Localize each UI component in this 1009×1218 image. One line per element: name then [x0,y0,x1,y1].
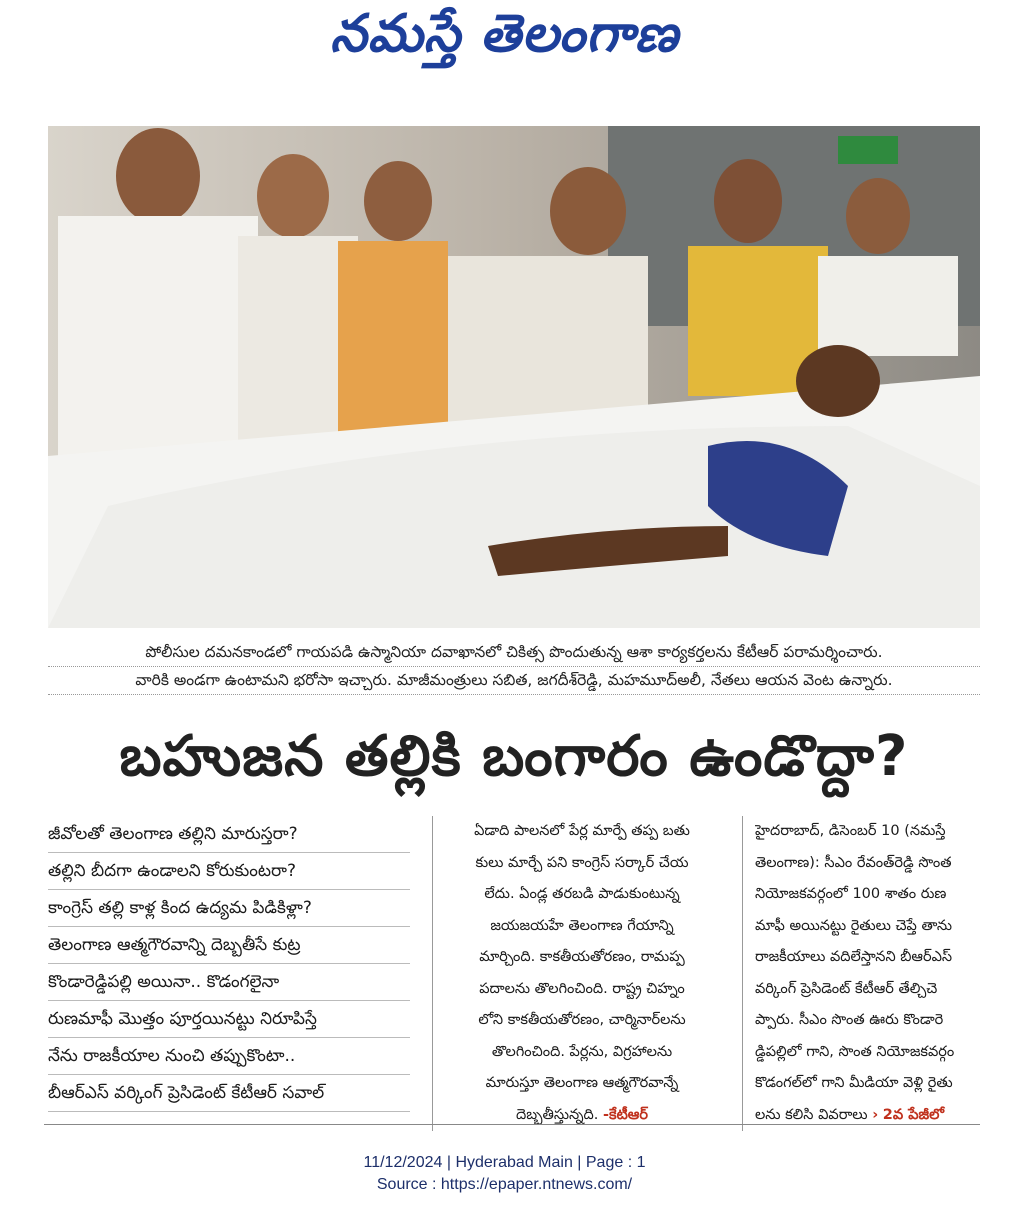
highlight-item: తల్లిని బీదగా ఉండాలని కోరుకుంటరా? [48,853,410,890]
quote-column [432,816,721,1131]
article-line: నియోజకవర్గంలో 100 శాతం రుణ [755,886,947,902]
highlight-item: కొండారెడ్డిపల్లి అయినా.. కొడంగలైనా [48,964,410,1001]
source-link[interactable]: Source : https://epaper.ntnews.com/ [376,1176,633,1193]
footer-divider [44,1124,980,1125]
quote-line: మార్చింది. కాకతీయతోరణం, రామప్ప [479,949,685,965]
newspaper-masthead [0,3,1009,74]
quote-line: కులు మార్చే పని కాంగ్రెస్ సర్కార్ చేయ [475,854,689,871]
news-photo [48,126,980,628]
quote-last-line [443,1100,721,1132]
quote-line: మారుస్తూ తెలంగాణ ఆత్మగౌరవాన్నే [485,1075,679,1091]
article-line: ప్పారు. సీఎం సొంత ఊరు కొండారె [755,1012,944,1028]
highlight-item: జీవోలతో తెలంగాణ తల్లిని మారుస్తరా? [48,816,410,853]
article-line: తెలంగాణ): సీఎం రేవంత్‌రెడ్డి సొంత [755,854,952,871]
caption-line: వారికి అండగా ఉంటామని భరోసా ఇచ్చారు. మాజీమంత్రులు సబిత, జగదీశ్‌రెడ్డి, మహమూద్‌అలీ, నేతలు ఆయన వెంట ఉన్నారు. [48,667,980,695]
quote-line: పదాలను తొలగించింది. రాష్ట్ర చిహ్నం [479,980,685,997]
quote-signature: -కేటీఆర్ [603,1106,648,1123]
main-headline: బహుజన తల్లికి బంగారం ఉండొద్దా? [119,724,909,789]
quote-line-text: దెబ్బతీస్తున్నది. [516,1106,599,1123]
article-line: హైదరాబాద్, డిసెంబర్ 10 (నమస్తే [755,823,946,839]
photo-caption [48,639,980,695]
article-line-text: లను కలిసి వివరాలు [755,1106,868,1123]
hospital-visit-photo [48,126,980,628]
article-line: రాజకీయాలు వదిలేస్తానని బీఆర్ఎస్ [755,949,953,965]
edition-info: 11/12/2024 | Hyderabad Main | Page : 1 [363,1154,646,1171]
continued-on-page-link[interactable]: 2వ పేజీలో [882,1106,945,1123]
highlight-item: నేను రాజకీయాల నుంచి తప్పుకొంటా.. [48,1038,410,1075]
article-line: మాఫీ అయినట్టు రైతులు చెప్తే తాను [755,917,953,934]
article-column [742,816,993,1131]
highlight-item: రుణమాఫీ మొత్తం పూర్తయినట్టు నిరూపిస్తే [48,1001,410,1038]
article-line: డ్డిపల్లిలో గాని, సొంత నియోజకవర్గం [755,1043,955,1060]
highlight-item: తెలంగాణ ఆత్మగౌరవాన్ని దెబ్బతీసే కుట్ర [48,927,410,964]
article-line: వర్కింగ్ ప్రెసిడెంట్ కేటీఆర్ తేల్చిచె [755,980,938,997]
article-line: కొడంగల్‌లో గాని మీడియా వెళ్లి రైతు [755,1075,953,1091]
caption-line: పోలీసుల దమనకాండలో గాయపడి ఉస్మానియా దవాఖానలో చికిత్స పొందుతున్న ఆశా కార్యకర్తలను కేటీఆర్ పరామర్శించారు. [48,639,980,667]
highlights-column [48,816,410,1112]
quote-line: తొలగించింది. పేర్లను, విగ్రహాలను [491,1043,673,1060]
article-last-line [755,1100,993,1132]
highlight-item: బీఆర్ఎస్ వర్కింగ్ ప్రెసిడెంట్ కేటీఆర్ సవాల్ [48,1075,410,1112]
masthead-title: నమస్తే తెలంగాణ [330,3,679,64]
highlight-item: కాంగ్రెస్ తల్లి కాళ్ల కింద ఉద్యమ పిడికిళ్లా? [48,890,410,927]
quote-line: లోని కాకతీయతోరణం, చార్మినార్‌లను [478,1012,686,1028]
quote-line: జయజయహే తెలంగాణ గేయాన్ని [490,917,674,934]
quote-line: ఏడాది పాలనలో పేర్ల మార్పే తప్ప బతు [474,823,690,839]
chevron-right-icon: › [872,1106,879,1123]
page-footer [0,1152,1009,1196]
quote-line: లేదు. ఏండ్ల తరబడి పాడుకుంటున్న [484,886,680,902]
